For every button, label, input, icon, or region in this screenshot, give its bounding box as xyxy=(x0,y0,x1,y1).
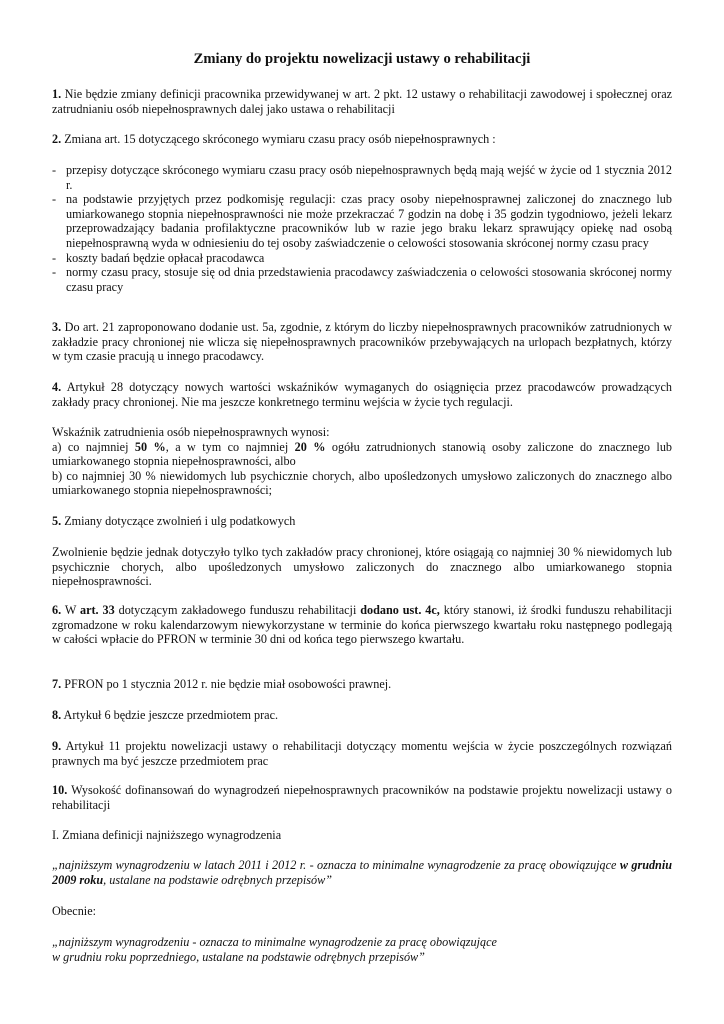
list-item-text: przepisy dotyczące skróconego wymiaru czasu pracy osób niepełnosprawnych będą mają wejść w życie od 1 stycznia 2012 r. xyxy=(66,163,672,192)
obecnie-label: Obecnie: xyxy=(52,904,96,918)
section-3-number: 3. xyxy=(52,320,62,334)
section-2-bullets xyxy=(52,163,672,294)
document-title: Zmiany do projektu nowelizacji ustawy o rehabilitacji xyxy=(193,51,531,67)
list-item-text: na podstawie przyjętych przez podkomisję regulacji: czas pracy osoby niepełnosprawnej zaliczonej do znacznego lub umiarkowanego stopnia niepełnosprawności nie może przekraczać 7 godzin na dobę i 35 godzin tygodniowo, jeżeli lekarz przeprowadzający badania profilaktyczne pracowników lub w razie jego braku lekarz sprawujący opiekę nad osobą niepełnosprawną wyda w odniesieniu do tej osoby zaświadczenie o celowości stosowania skróconej normy czasu pracy xyxy=(66,192,672,250)
section-5 xyxy=(52,514,672,529)
section-5-number: 5. xyxy=(52,514,62,528)
section-3-text: Do art. 21 zaproponowano dodanie ust. 5a, zgodnie, z którym do liczby niepełnosprawnych pracowników zatrudnionych w zakładzie pracy chronionej nie wlicza się niepełnosprawnych pracowników przebywających na urlopach bezpłatnych, którzy w tym czasie pracują u innego pracodawcy. xyxy=(52,320,673,364)
section-6: 6. W art. 33 dotyczącym zakładowego funduszu rehabilitacji dodano ust. 4c, który stanowi, iż środki funduszu rehabilitacji zgromadzone w roku kalendarzowym niewykorzystane w terminie do końca pierwszego kwartału roku następnego podlegają w całości wpłacie do PFRON w terminie 30 dni od końca tego pierwszego kwartału. xyxy=(52,603,673,647)
list-item xyxy=(52,163,672,192)
quote-current-definition: „najniższym wynagrodzeniu - oznacza to minimalne wynagrodzenie za pracę obowiązujące w grudniu roku poprzedniego, ustalane na podstawie odrębnych przepisów” xyxy=(52,935,497,964)
bullet-dash: - xyxy=(52,192,57,207)
section-8-number: 8. xyxy=(52,708,62,722)
section-4 xyxy=(52,380,672,409)
section-2 xyxy=(52,132,672,147)
section-7-text: PFRON po 1 stycznia 2012 r. nie będzie miał osobowości prawnej. xyxy=(64,677,392,691)
section-10 xyxy=(52,783,672,812)
section-10-text: Wysokość dofinansowań do wynagrodzeń niepełnosprawnych pracowników na podstawie projektu nowelizacji ustawy o rehabilitacji xyxy=(52,783,672,812)
section-8-text: Artykuł 6 będzie jeszcze przedmiotem prac. xyxy=(63,708,279,722)
bullet-dash: - xyxy=(52,250,57,265)
section-8 xyxy=(52,708,672,723)
section-4-number: 4. xyxy=(52,380,62,394)
bullet-dash: - xyxy=(52,163,57,177)
list-item xyxy=(52,265,672,294)
indicator-b: b) co najmniej 30 % niewidomych lub psychicznie chorych, albo upośledzonych umysłowo zaliczonych do znacznego albo umiarkowanego stopnia niepełnosprawności; xyxy=(52,468,672,498)
list-item xyxy=(52,192,672,250)
section-4-indicators xyxy=(52,425,672,498)
list-item-text: normy czasu pracy, stosuje się od dnia przedstawienia pracodawcy zaświadczenia o celowości stosowania skróconej normy czasu pracy xyxy=(66,265,672,294)
list-item-text: koszty badań będzie opłacał pracodawca xyxy=(66,250,265,265)
indicator-a: a) co najmniej 50 %, a w tym co najmniej 20 % ogółu zatrudnionych stanowią osoby zaliczone do znacznego lub umiarkowanego stopnia niepełnosprawności, albo xyxy=(52,439,673,469)
section-1-text: Nie będzie zmiany definicji pracownika przewidywanej w art. 2 pkt. 12 ustawy o rehabilitacji zawodowej i społecznej oraz zatrudnianiu osób niepełnosprawnych dalej jako ustawa o rehabilitacji xyxy=(52,87,673,116)
quote-old-definition: „najniższym wynagrodzeniu w latach 2011 i 2012 r. - oznacza to minimalne wynagrodzenie za pracę obowiązujące w grudniu 2009 roku, ustalane na podstawie odrębnych przepisów” xyxy=(52,858,673,887)
section-2-number: 2. xyxy=(52,132,62,146)
section-2-text: Zmiana art. 15 dotyczącego skróconego wymiaru czasu pracy osób niepełnosprawnych : xyxy=(64,132,496,146)
section-1 xyxy=(52,87,672,116)
section-9 xyxy=(52,739,672,768)
section-7 xyxy=(52,677,672,692)
section-5-paragraph: Zwolnienie będzie jednak dotyczyło tylko tych zakładów pracy chronionej, które osiągają co najmniej 30 % niewidomych lub psychicznie chorych, albo upośledzonych umysłowo zaliczonych do znacznego albo umiarkowanego stopnia niepełnosprawności. xyxy=(52,545,672,589)
section-6-number: 6. xyxy=(52,603,62,617)
section-3 xyxy=(52,320,672,364)
bullet-dash: - xyxy=(52,265,57,280)
indicator-intro: Wskaźnik zatrudnienia osób niepełnosprawnych wynosi: xyxy=(52,425,330,439)
section-10-number: 10. xyxy=(52,783,68,797)
section-1-number: 1. xyxy=(52,87,62,101)
section-9-number: 9. xyxy=(52,739,62,753)
section-9-text: Artykuł 11 projektu nowelizacji ustawy o rehabilitacji dotyczący momentu wejścia w życie poszczególnych rozwiązań prawnych ma być jeszcze przedmiotem prac xyxy=(52,739,672,768)
section-I-heading: I. Zmiana definicji najniższego wynagrodzenia xyxy=(52,828,282,842)
section-7-number: 7. xyxy=(52,677,62,691)
section-5-text: Zmiany dotyczące zwolnień i ulg podatkowych xyxy=(64,514,296,528)
section-4-text: Artykuł 28 dotyczący nowych wartości wskaźników wymaganych do osiągnięcia przez pracodawców prowadzących zakłady pracy chronionej. Nie ma jeszcze konkretnego terminu wejścia w życie tych regulacji. xyxy=(52,380,672,409)
list-item xyxy=(52,251,672,266)
